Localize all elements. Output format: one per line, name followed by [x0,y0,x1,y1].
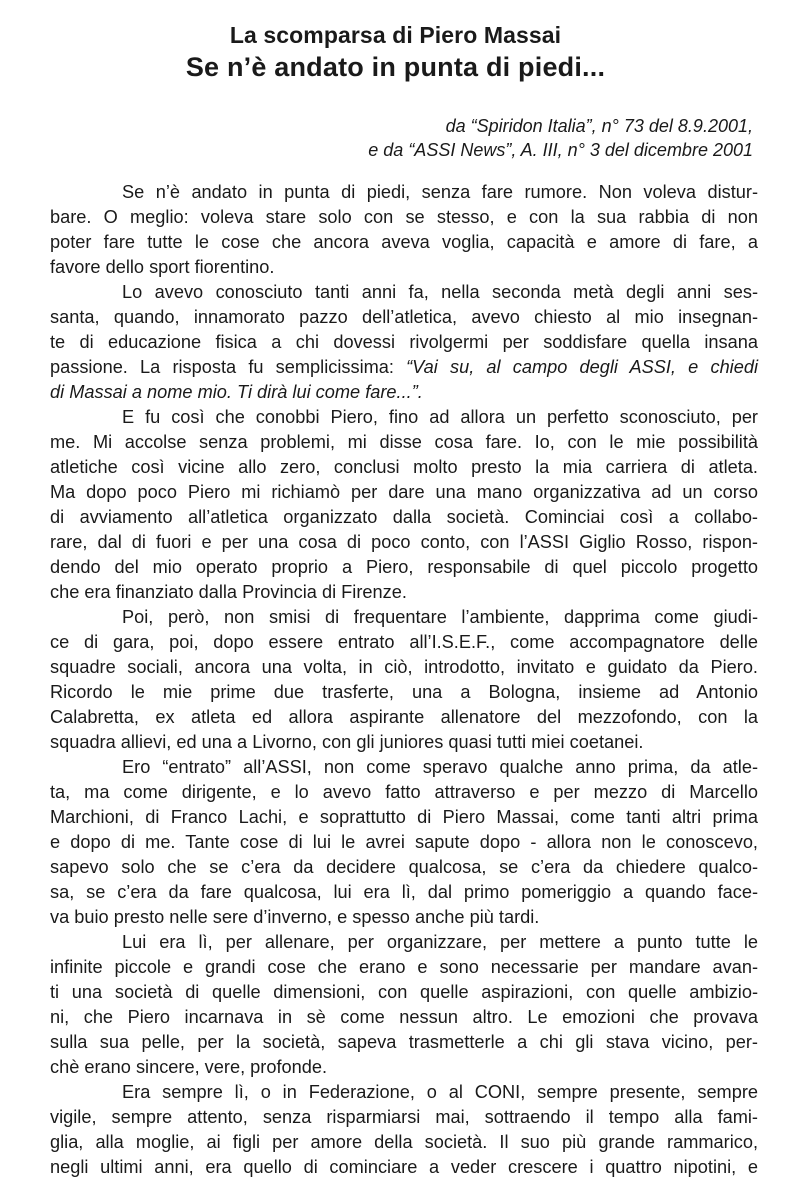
body-line: e dopo di me. Tante cose di lui le avrei sapute dopo - allora non le conoscevo, [50,832,758,852]
body-line: Marchioni, di Franco Lachi, e soprattutto di Piero Massai, come tanti altri prima [50,807,758,827]
body-line: Calabretta, ex atleta ed allora aspirante allenatore del mezzofondo, con la [50,707,758,727]
body-line: dendo del mio operato proprio a Piero, responsabile di quel piccolo progetto [50,557,758,577]
body-line: Ero “entrato” all’ASSI, non come speravo qualche anno prima, da atle- [122,757,758,777]
body-line: Era sempre lì, o in Federazione, o al CONI, sempre presente, sempre [122,1082,758,1102]
body-line: Poi, però, non smisi di frequentare l’ambiente, dapprima come giudi- [122,607,758,627]
body-line: E fu così che conobbi Piero, fino ad allora un perfetto sconosciuto, per [122,407,758,427]
source-line-1: da “Spiridon Italia”, n° 73 del 8.9.2001, [445,116,753,136]
body-line: ce di gara, poi, dopo essere entrato all’I.S.E.F., come accompagnatore delle [50,632,758,652]
source-citation [368,114,753,162]
body-line: poter fare tutte le cose che ancora aveva voglia, capacità e amore di fare, a [50,232,758,252]
body-line: Se n’è andato in punta di piedi, senza fare rumore. Non voleva distur- [122,182,758,202]
body-line: sulla sua pelle, per la società, sapeva trasmetterle a chi gli stava vicino, per- [50,1032,758,1052]
body-line: sa, se c’era da fare qualcosa, lui era lì, dal primo pomeriggio a quando face- [50,882,758,902]
article-heading [0,20,791,84]
body-line: Ricordo le mie prime due trasferte, una a Bologna, insieme ad Antonio [50,682,758,702]
body-line: santa, quando, innamorato pazzo dell’atletica, avevo chiesto al mio insegnan- [50,307,758,327]
body-line: squadre sociali, ancora una volta, in ciò, introdotto, invitato e guidato da Piero. [50,657,758,677]
body-line: negli ultimi anni, era quello di cominciare a veder crescere i quattro nipotini, e [50,1157,758,1177]
body-line: rare, dal di fuori e per una cosa di poco conto, con l’ASSI Giglio Rosso, rispon- [50,532,758,552]
quoted-advice-end: di Massai a nome mio. Ti dirà lui come fare...”. [50,382,423,402]
body-line: ti una società di quelle dimensioni, con quelle aspirazioni, con quelle ambizio- [50,982,758,1002]
quoted-advice: “Vai su, al campo degli ASSI, e chiedi [406,357,758,377]
body-line: ta, ma come dirigente, e lo avevo fatto attraverso e per mezzo di Marcello [50,782,758,802]
body-line: va buio presto nelle sere d’inverno, e spesso anche più tardi. [50,907,540,927]
body-line: sapevo solo che se c’era da decidere qualcosa, se c’era da chiedere qualco- [50,857,758,877]
body-line: me. Mi accolse senza problemi, mi disse cosa fare. Io, con le mie possibilità [50,432,758,452]
body-line: di avviamento all’atletica organizzato dalla società. Cominciai così a collabo- [50,507,758,527]
body-line: vigile, sempre attento, senza risparmiarsi mai, sottraendo il tempo alla fami- [50,1107,758,1127]
article-kicker: La scomparsa di Piero Massai [229,22,562,48]
body-line: te di educazione fisica a chi dovessi rivolgermi per soddisfare quella insana [50,332,758,352]
body-line: favore dello sport fiorentino. [50,257,275,277]
body-line: Lo avevo conosciuto tanti anni fa, nella seconda metà degli anni ses- [122,282,758,302]
body-line: che era finanziato dalla Provincia di Firenze. [50,582,407,602]
body-line: bare. O meglio: voleva stare solo con se stesso, e con la sua rabbia di non [50,207,758,227]
body-line: atletiche così vicine allo zero, conclusi molto presto la mia carriera di atleta. [50,457,758,477]
body-text: passione. La risposta fu semplicissima: [50,357,407,377]
article-title: Se n’è andato in punta di piedi... [185,52,606,82]
body-line: Lui era lì, per allenare, per organizzare, per mettere a punto tutte le [122,932,758,952]
body-line: Ma dopo poco Piero mi richiamò per dare una mano organizzativa ad un corso [50,482,758,502]
body-line: chè erano sincere, vere, profonde. [50,1057,328,1077]
body-line: ni, che Piero incarnava in sè come nessun altro. Le emozioni che provava [50,1007,758,1027]
body-line-mixed [50,355,758,380]
body-line: infinite piccole e grandi cose che erano e sono necessarie per mandare avan- [50,957,758,977]
body-line: glia, alla moglie, ai figli per amore della società. Il suo più grande rammarico, [50,1132,758,1152]
article-body [50,180,758,1180]
source-line-2: e da “ASSI News”, A. III, n° 3 del dicembre 2001 [368,140,753,160]
body-line: squadra allievi, ed una a Livorno, con gli juniores quasi tutti miei coetanei. [50,732,644,752]
